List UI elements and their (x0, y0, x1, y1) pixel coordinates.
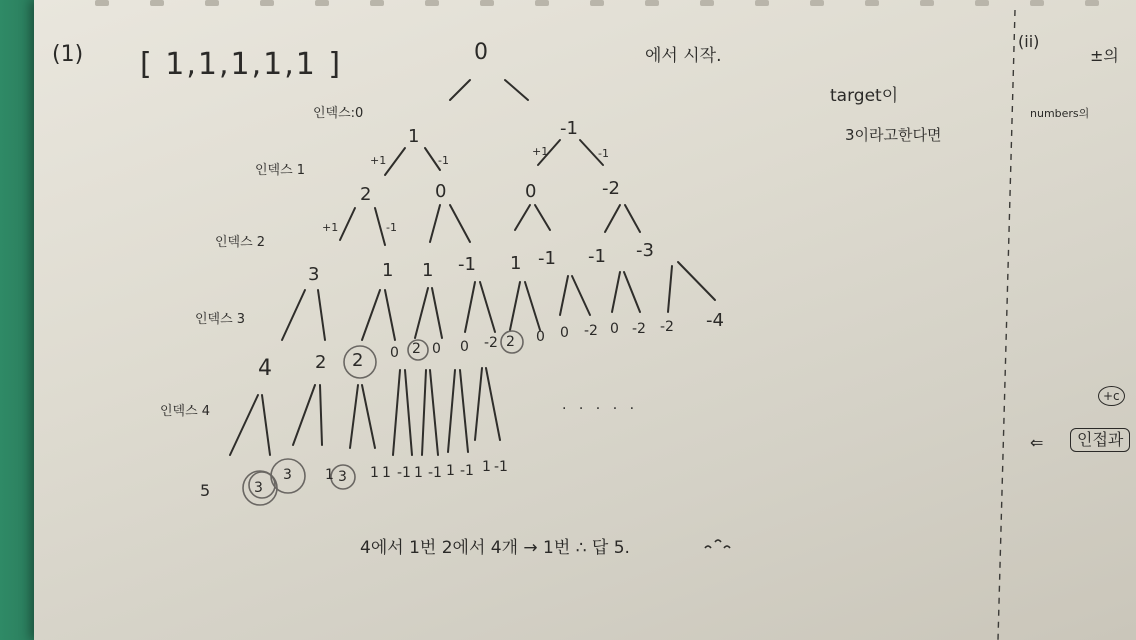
tree-node: -1 (560, 118, 578, 139)
edge (515, 205, 530, 230)
edge (432, 288, 442, 338)
tree-node: 2 (360, 184, 372, 205)
edge (560, 276, 568, 315)
leaf-value: -1 (460, 463, 474, 479)
edge (230, 395, 258, 455)
leaf-value: -1 (428, 465, 442, 481)
leaf-value: 1 (414, 465, 423, 481)
edge (460, 370, 468, 452)
right-bullet: numbers의 (1030, 107, 1090, 120)
edge (375, 208, 385, 245)
tree-node: 1 (382, 260, 394, 281)
edge (624, 272, 640, 312)
tree-node: 3 (308, 264, 320, 285)
tree-node: -2 (484, 335, 498, 351)
level-label-2: 인덱스 2 (215, 235, 266, 250)
tree-node: -2 (584, 323, 598, 339)
level-label-1: 인덱스 1 (255, 163, 306, 178)
edge (362, 290, 380, 340)
edge (486, 368, 500, 440)
tree-node: 0 (536, 329, 545, 345)
leaf-value: 3 (338, 469, 347, 485)
edge (385, 148, 405, 175)
edge (415, 288, 428, 338)
edge (465, 282, 475, 332)
leaf-value: 3 (283, 467, 292, 483)
tree-node: 0 (525, 181, 537, 202)
ellipsis: . . . . . (562, 397, 639, 413)
edge (385, 290, 395, 340)
edge (475, 368, 482, 440)
level-label-0: 인덱스:0 (313, 106, 364, 121)
tree-node: 0 (435, 181, 447, 202)
summary-line: 4에서 1번 2에서 4개 → 1번 ∴ 답 5. (360, 538, 630, 558)
edge-sign-plus: +1 (370, 154, 387, 167)
right-circled-text: +c (1098, 386, 1125, 406)
edge-sign-minus: -1 (598, 147, 609, 160)
tree-root: 0 (474, 40, 488, 65)
edge (510, 282, 520, 330)
edge (668, 266, 672, 312)
edge-sign-minus: -1 (386, 221, 397, 234)
array-label: [ 1,1,1,1,1 ] (140, 47, 343, 82)
tree-node: 1 (422, 260, 434, 281)
edge (293, 385, 315, 445)
right-heading: ±의 (1090, 46, 1119, 65)
edge (625, 205, 640, 232)
tree-node: -2 (602, 178, 620, 199)
edge (350, 385, 358, 448)
edge (340, 208, 355, 240)
edge (525, 282, 540, 330)
tree-node: 0 (560, 325, 569, 341)
tree-node: 4 (258, 356, 272, 381)
right-arrow-icon: ⇐ (1030, 433, 1044, 452)
tree-node: -2 (632, 321, 646, 337)
level-label-4: 인덱스 4 (160, 404, 211, 419)
tree-node: -2 (660, 319, 674, 335)
binding-holes (95, 0, 1099, 6)
edge-sign-plus: +1 (322, 221, 339, 234)
target-note-line2: 3이라고한다면 (845, 126, 942, 144)
right-corner-label: (ii) (1018, 32, 1040, 51)
edge (430, 205, 440, 242)
tree-node: 2 (412, 341, 421, 357)
leaf-value: 1 (482, 459, 491, 475)
leaf-value: 1 (325, 467, 334, 483)
leaf-value: -1 (397, 465, 411, 481)
tree-node: 1 (408, 126, 420, 147)
start-note: 에서 시작. (645, 46, 722, 66)
edge (318, 290, 325, 340)
edge (605, 205, 620, 232)
edge (535, 205, 550, 230)
edge (262, 395, 270, 455)
edge-sign-plus: +1 (532, 145, 549, 158)
tree-node: -4 (706, 310, 724, 331)
edge (362, 385, 375, 448)
edge (282, 290, 305, 340)
therefore-symbol (705, 540, 730, 548)
edge (480, 282, 495, 332)
edge-root-right (505, 80, 528, 100)
dashed-divider (998, 10, 1015, 640)
edge (572, 276, 590, 315)
leaf-value: 1 (382, 465, 391, 481)
leaf-value: 1 (446, 463, 455, 479)
edge (448, 370, 455, 452)
problem-number: (1) (52, 42, 84, 67)
tree-node: 0 (390, 345, 399, 361)
tree-node: -3 (636, 240, 654, 261)
tree-node: 2 (315, 352, 327, 373)
leaf-value: 3 (254, 480, 263, 496)
edge (393, 370, 400, 455)
tree-node: 0 (432, 341, 441, 357)
leaf-value: -1 (494, 459, 508, 475)
level-label-5: 5 (200, 481, 211, 500)
edge-sign-minus: -1 (438, 154, 449, 167)
tree-node: 2 (506, 334, 515, 350)
tree-node: -1 (538, 248, 556, 269)
edge (320, 385, 322, 445)
tree-node: -1 (588, 246, 606, 267)
edge (678, 262, 715, 300)
tree-node: 0 (460, 339, 469, 355)
edge (422, 370, 426, 455)
target-note-line1: target이 (830, 86, 899, 106)
edge (405, 370, 412, 455)
tree-node: 2 (352, 350, 364, 371)
right-boxed-text: 인접과 (1070, 428, 1130, 452)
tree-node: 1 (510, 253, 522, 274)
tree-node: -1 (458, 254, 476, 275)
edge (430, 370, 438, 455)
edge (450, 205, 470, 242)
leaf-value: 1 (370, 465, 379, 481)
tree-node: 0 (610, 321, 619, 337)
edge (612, 272, 620, 312)
level-label-3: 인덱스 3 (195, 312, 246, 327)
edge-root-left (450, 80, 470, 100)
